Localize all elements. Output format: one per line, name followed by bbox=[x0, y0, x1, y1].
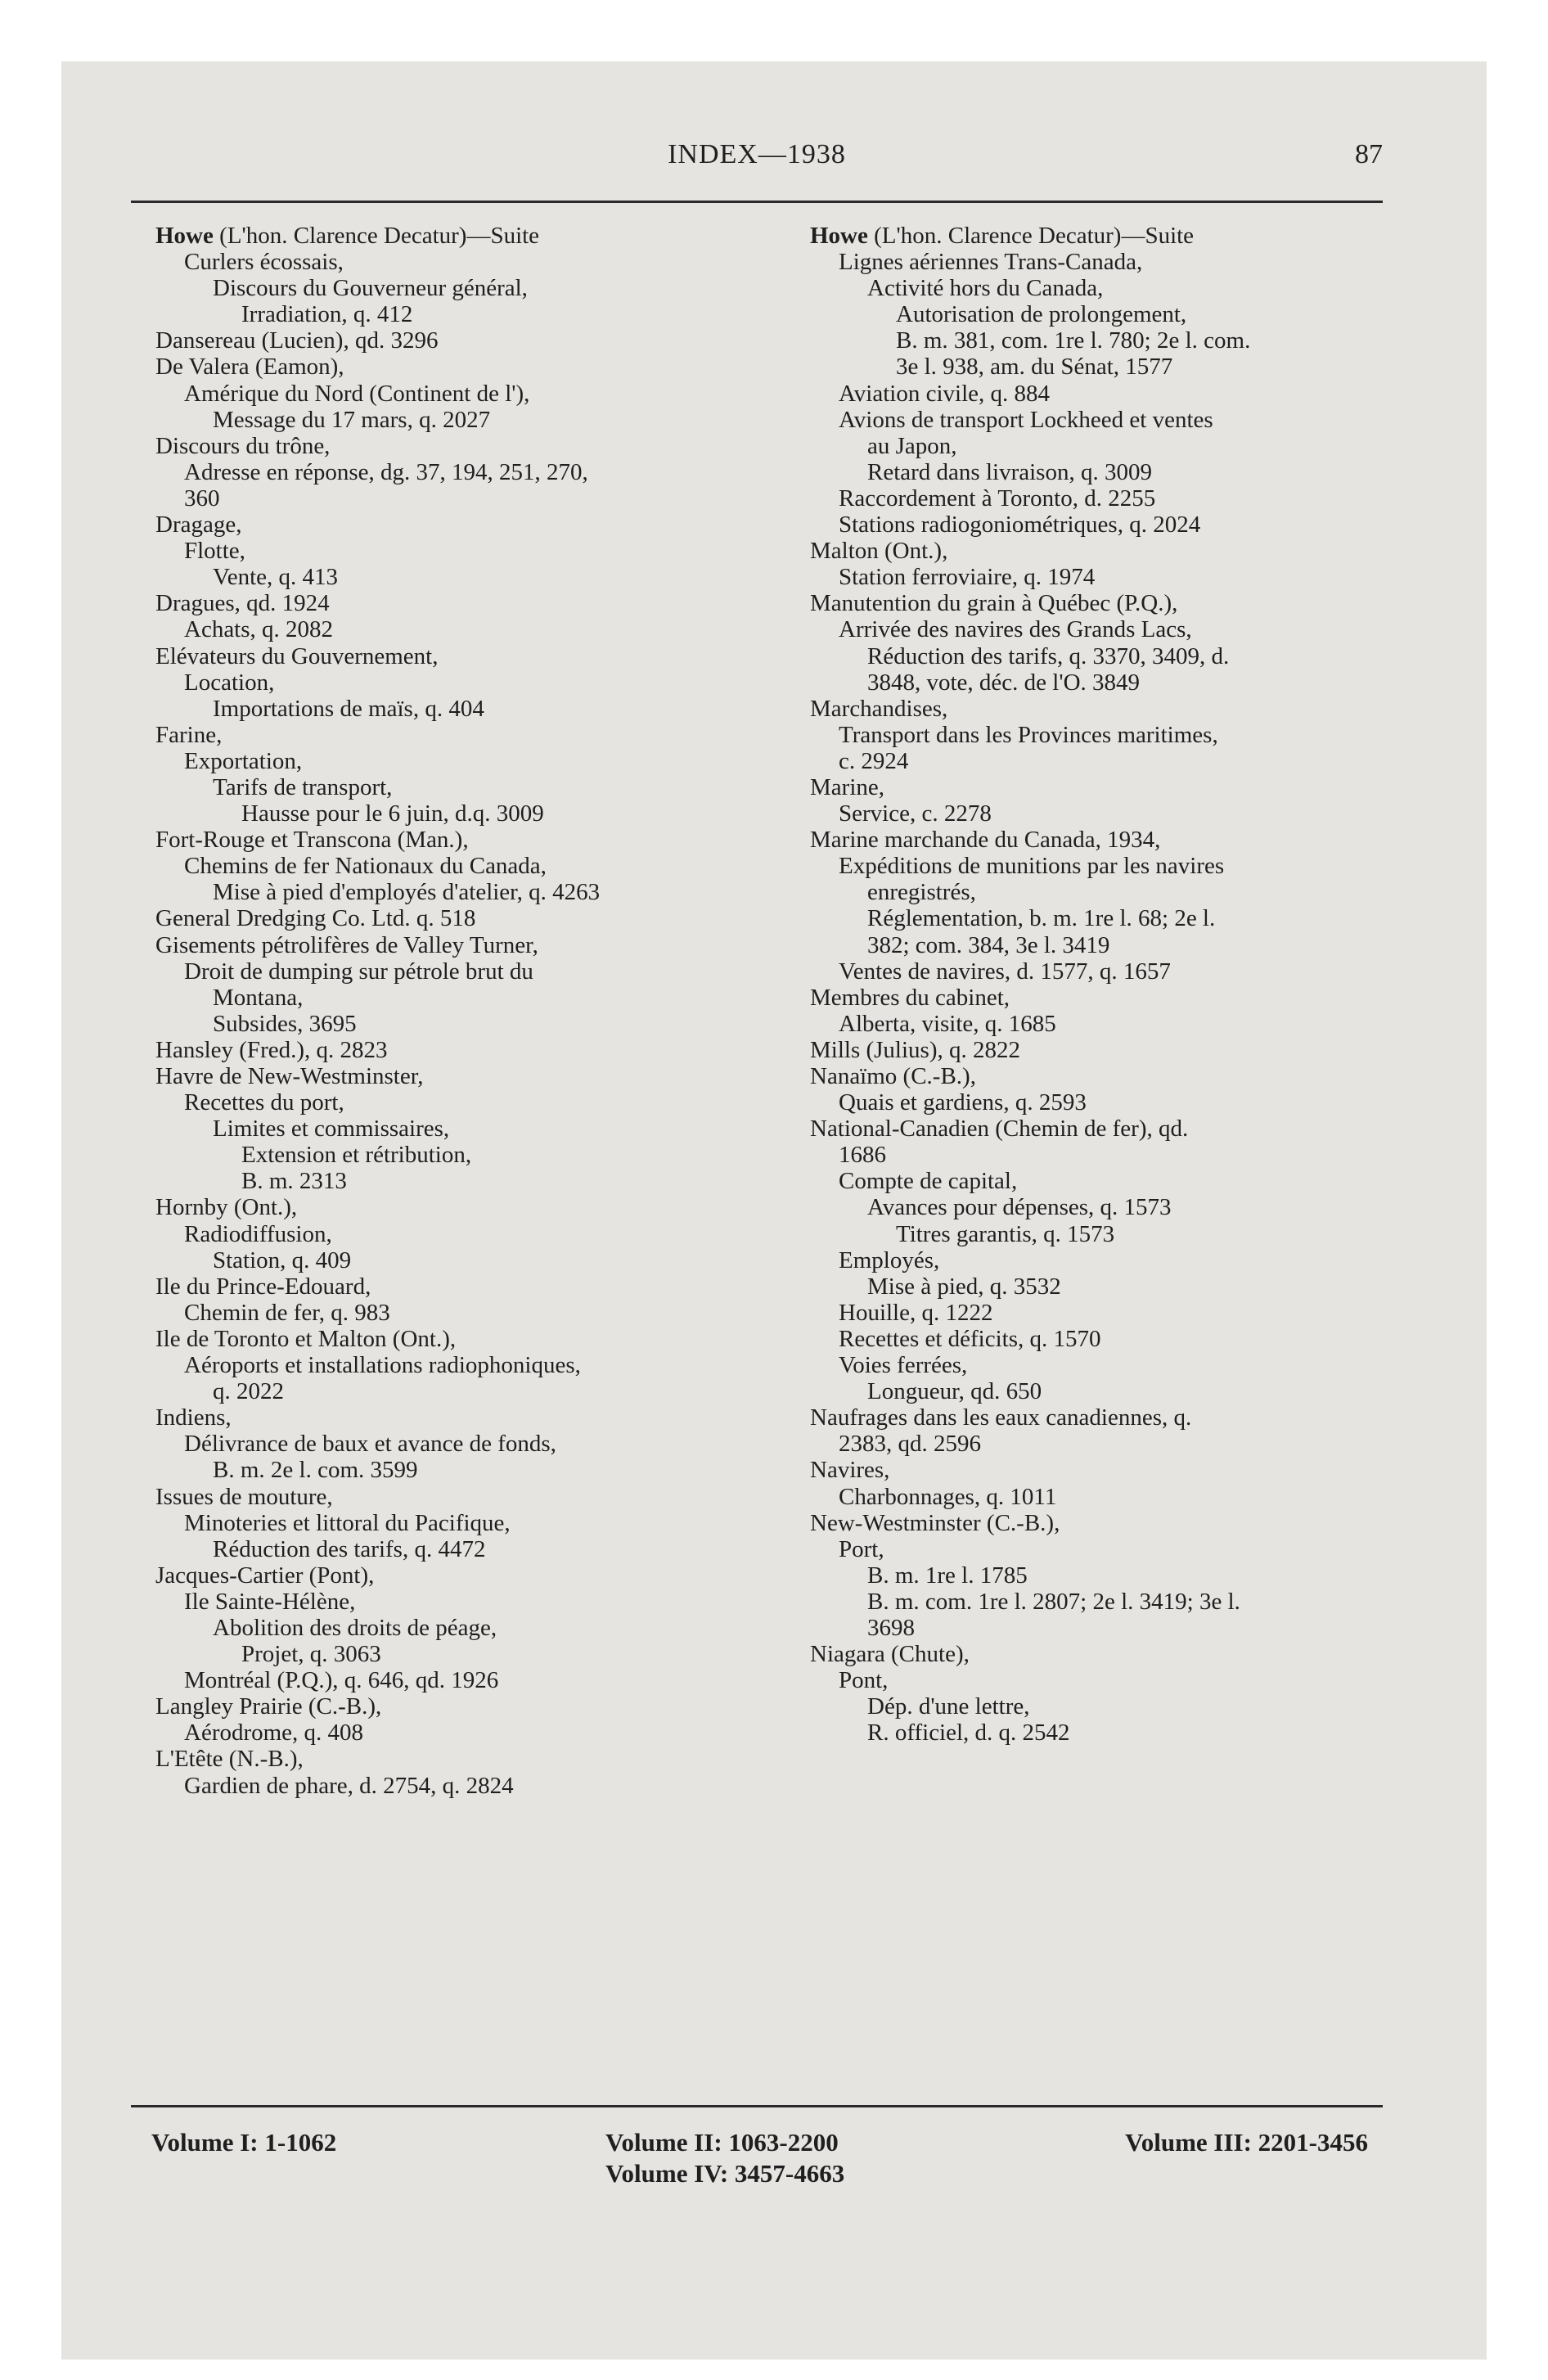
index-entry: Aérodrome, q. 408 bbox=[184, 1720, 364, 1747]
index-column-left bbox=[155, 223, 757, 1799]
index-entry: Message du 17 mars, q. 2027 bbox=[213, 406, 491, 433]
index-entry: Autorisation de prolongement, bbox=[896, 301, 1187, 328]
index-entry: Avances pour dépenses, q. 1573 bbox=[867, 1194, 1172, 1221]
footer-rule bbox=[131, 2105, 1383, 2107]
index-entry: Tarifs de transport, bbox=[213, 773, 393, 800]
index-entry: Vente, q. 413 bbox=[213, 564, 339, 591]
index-entry: Subsides, 3695 bbox=[213, 1010, 357, 1037]
index-entry: Jacques-Cartier (Pont), bbox=[155, 1562, 375, 1589]
index-entry: Service, c. 2278 bbox=[839, 800, 992, 827]
index-entry: Réglementation, b. m. 1re l. 68; 2e l. bbox=[867, 905, 1216, 932]
index-entry: Titres garantis, q. 1573 bbox=[896, 1220, 1115, 1247]
index-entry: Droit de dumping sur pétrole brut du bbox=[184, 958, 533, 985]
index-entry: Niagara (Chute), bbox=[810, 1641, 970, 1668]
index-entry: Employés, bbox=[839, 1246, 940, 1273]
index-entry: Ventes de navires, d. 1577, q. 1657 bbox=[839, 958, 1171, 985]
index-entry: Minoteries et littoral du Pacifique, bbox=[184, 1509, 511, 1536]
index-entry: Pont, bbox=[839, 1667, 889, 1694]
index-entry bbox=[810, 223, 1411, 249]
index-entry: Exportation, bbox=[184, 747, 303, 774]
index-entry: Limites et commissaires, bbox=[213, 1116, 450, 1143]
index-entry: L'Etête (N.-B.), bbox=[155, 1746, 304, 1773]
index-entry: q. 2022 bbox=[213, 1378, 284, 1405]
index-entry: Mills (Julius), q. 2822 bbox=[810, 1036, 1020, 1063]
index-entry: B. m. 2e l. com. 3599 bbox=[213, 1457, 418, 1484]
index-entry: Longueur, qd. 650 bbox=[867, 1378, 1042, 1405]
index-entry: Malton (Ont.), bbox=[810, 538, 948, 565]
index-entry: Ile de Toronto et Malton (Ont.), bbox=[155, 1325, 457, 1352]
index-entry: Importations de maïs, q. 404 bbox=[213, 695, 484, 722]
index-entry: 3698 bbox=[867, 1614, 915, 1641]
index-entry: Curlers écossais, bbox=[184, 249, 344, 276]
index-entry: Farine, bbox=[155, 721, 223, 748]
index-entry: Marine, bbox=[810, 773, 884, 800]
index-entry: 360 bbox=[184, 485, 220, 512]
index-entry: Raccordement à Toronto, d. 2255 bbox=[839, 485, 1156, 512]
index-entry: Compte de capital, bbox=[839, 1168, 1018, 1195]
index-entry: Aviation civile, q. 884 bbox=[839, 380, 1050, 407]
index-entry: Nanaïmo (C.-B.), bbox=[810, 1063, 976, 1089]
index-entry: Gardien de phare, d. 2754, q. 2824 bbox=[184, 1772, 514, 1799]
index-entry: Issues de mouture, bbox=[155, 1483, 333, 1510]
index-entry: New-Westminster (C.-B.), bbox=[810, 1509, 1060, 1536]
index-entry: 382; com. 384, 3e l. 3419 bbox=[867, 931, 1110, 958]
index-entry: Discours du trône, bbox=[155, 432, 331, 459]
index-entry: Elévateurs du Gouvernement, bbox=[155, 642, 439, 669]
index-entry: Flotte, bbox=[184, 538, 245, 565]
index-entry: Station, q. 409 bbox=[213, 1246, 352, 1273]
volume-2-range: Volume II: 1063-2200 bbox=[605, 2128, 839, 2157]
index-entry: Hornby (Ont.), bbox=[155, 1194, 298, 1221]
entry-text: (L'hon. Clarence Decatur)—Suite bbox=[213, 223, 540, 249]
index-entry: Indiens, bbox=[155, 1404, 232, 1431]
index-entry: Station ferroviaire, q. 1974 bbox=[839, 564, 1096, 591]
volume-1-range: Volume I: 1-1062 bbox=[151, 2128, 337, 2157]
index-entry: Havre de New-Westminster, bbox=[155, 1063, 424, 1089]
index-entry: Chemin de fer, q. 983 bbox=[184, 1299, 390, 1326]
index-entry: Extension et rétribution, bbox=[241, 1142, 472, 1169]
index-entry: National-Canadien (Chemin de fer), qd. bbox=[810, 1116, 1189, 1143]
index-entry: Location, bbox=[184, 669, 275, 696]
index-entry: Mise à pied, q. 3532 bbox=[867, 1273, 1061, 1300]
index-entry: Fort-Rouge et Transcona (Man.), bbox=[155, 827, 469, 854]
index-entry: Abolition des droits de péage, bbox=[213, 1614, 497, 1641]
index-entry: 1686 bbox=[839, 1142, 886, 1169]
index-entry: Irradiation, q. 412 bbox=[241, 301, 413, 328]
page-header bbox=[131, 139, 1383, 188]
index-entry: c. 2924 bbox=[839, 747, 909, 774]
index-entry: Port, bbox=[839, 1535, 884, 1562]
index-entry: B. m. 2313 bbox=[241, 1168, 347, 1195]
index-entry: Marine marchande du Canada, 1934, bbox=[810, 827, 1161, 854]
index-entry: Recettes du port, bbox=[184, 1089, 344, 1116]
index-entry: 3848, vote, déc. de l'O. 3849 bbox=[867, 669, 1141, 696]
index-entry: Dép. d'une lettre, bbox=[867, 1693, 1030, 1720]
index-entry: Stations radiogoniométriques, q. 2024 bbox=[839, 512, 1201, 539]
index-column-right bbox=[810, 223, 1411, 1746]
index-entry: Recettes et déficits, q. 1570 bbox=[839, 1325, 1101, 1352]
index-entry: Montana, bbox=[213, 984, 304, 1011]
index-entry bbox=[155, 223, 757, 249]
index-entry: Activité hors du Canada, bbox=[867, 275, 1104, 302]
index-entry: Gisements pétrolifères de Valley Turner, bbox=[155, 931, 538, 958]
index-entry: B. m. com. 1re l. 2807; 2e l. 3419; 3e l. bbox=[867, 1588, 1240, 1615]
header-rule bbox=[131, 201, 1383, 203]
index-entry: Alberta, visite, q. 1685 bbox=[839, 1010, 1056, 1037]
volume-4-range: Volume IV: 3457-4663 bbox=[605, 2159, 845, 2188]
index-entry: Délivrance de baux et avance de fonds, bbox=[184, 1431, 556, 1458]
index-entry: Discours du Gouverneur général, bbox=[213, 275, 528, 302]
index-entry: Projet, q. 3063 bbox=[241, 1641, 381, 1668]
page-number: 87 bbox=[1355, 139, 1383, 169]
index-entry: Houille, q. 1222 bbox=[839, 1299, 993, 1326]
page-title: INDEX—1938 bbox=[668, 139, 846, 169]
index-entry: Adresse en réponse, dg. 37, 194, 251, 270, bbox=[184, 458, 588, 485]
index-entry: R. officiel, d. q. 2542 bbox=[867, 1720, 1070, 1747]
index-entry: Montréal (P.Q.), q. 646, qd. 1926 bbox=[184, 1667, 499, 1694]
index-entry: Hausse pour le 6 juin, d.q. 3009 bbox=[241, 800, 544, 827]
index-entry: De Valera (Eamon), bbox=[155, 354, 344, 381]
index-entry: Membres du cabinet, bbox=[810, 984, 1010, 1011]
volume-footer bbox=[131, 2128, 1383, 2202]
index-entry: Transport dans les Provinces maritimes, bbox=[839, 721, 1218, 748]
index-entry: Voies ferrées, bbox=[839, 1352, 968, 1379]
index-entry: General Dredging Co. Ltd. q. 518 bbox=[155, 905, 476, 932]
index-entry: Langley Prairie (C.-B.), bbox=[155, 1693, 382, 1720]
index-entry: Arrivée des navires des Grands Lacs, bbox=[839, 616, 1192, 643]
volume-3-range: Volume III: 2201-3456 bbox=[1125, 2128, 1368, 2157]
index-entry: Chemins de fer Nationaux du Canada, bbox=[184, 853, 547, 880]
index-entry: Charbonnages, q. 1011 bbox=[839, 1483, 1057, 1510]
index-entry: Radiodiffusion, bbox=[184, 1220, 332, 1247]
index-entry: Ile Sainte-Hélène, bbox=[184, 1588, 356, 1615]
entry-heading: Howe bbox=[810, 223, 868, 249]
index-entry: Manutention du grain à Québec (P.Q.), bbox=[810, 590, 1178, 617]
index-entry: Dragues, qd. 1924 bbox=[155, 590, 330, 617]
index-entry: 3e l. 938, am. du Sénat, 1577 bbox=[896, 354, 1173, 381]
index-entry: Dansereau (Lucien), qd. 3296 bbox=[155, 327, 439, 354]
index-entry: Retard dans livraison, q. 3009 bbox=[867, 458, 1152, 485]
index-entry: Ile du Prince-Edouard, bbox=[155, 1273, 371, 1300]
index-entry: au Japon, bbox=[867, 432, 957, 459]
entry-heading: Howe bbox=[155, 223, 214, 249]
index-entry: Aéroports et installations radiophoniques, bbox=[184, 1352, 581, 1379]
index-entry: Réduction des tarifs, q. 4472 bbox=[213, 1535, 486, 1562]
index-entry: Lignes aériennes Trans-Canada, bbox=[839, 249, 1143, 276]
index-entry: Avions de transport Lockheed et ventes bbox=[839, 406, 1213, 433]
index-entry: enregistrés, bbox=[867, 879, 976, 906]
index-entry: Marchandises, bbox=[810, 695, 948, 722]
index-entry: 2383, qd. 2596 bbox=[839, 1431, 981, 1458]
index-entry: Hansley (Fred.), q. 2823 bbox=[155, 1036, 388, 1063]
index-entry: Quais et gardiens, q. 2593 bbox=[839, 1089, 1087, 1116]
index-entry: Expéditions de munitions par les navires bbox=[839, 853, 1225, 880]
entry-text: (L'hon. Clarence Decatur)—Suite bbox=[867, 223, 1195, 249]
index-entry: Naufrages dans les eaux canadiennes, q. bbox=[810, 1404, 1192, 1431]
index-entry: Dragage, bbox=[155, 512, 242, 539]
index-entry: Achats, q. 2082 bbox=[184, 616, 334, 643]
index-entry: Mise à pied d'employés d'atelier, q. 4263 bbox=[213, 879, 601, 906]
index-entry: B. m. 1re l. 1785 bbox=[867, 1562, 1028, 1589]
index-entry: Réduction des tarifs, q. 3370, 3409, d. bbox=[867, 642, 1230, 669]
index-entry: Amérique du Nord (Continent de l'), bbox=[184, 380, 530, 407]
index-entry: Navires, bbox=[810, 1457, 890, 1484]
index-entry: B. m. 381, com. 1re l. 780; 2e l. com. bbox=[896, 327, 1251, 354]
